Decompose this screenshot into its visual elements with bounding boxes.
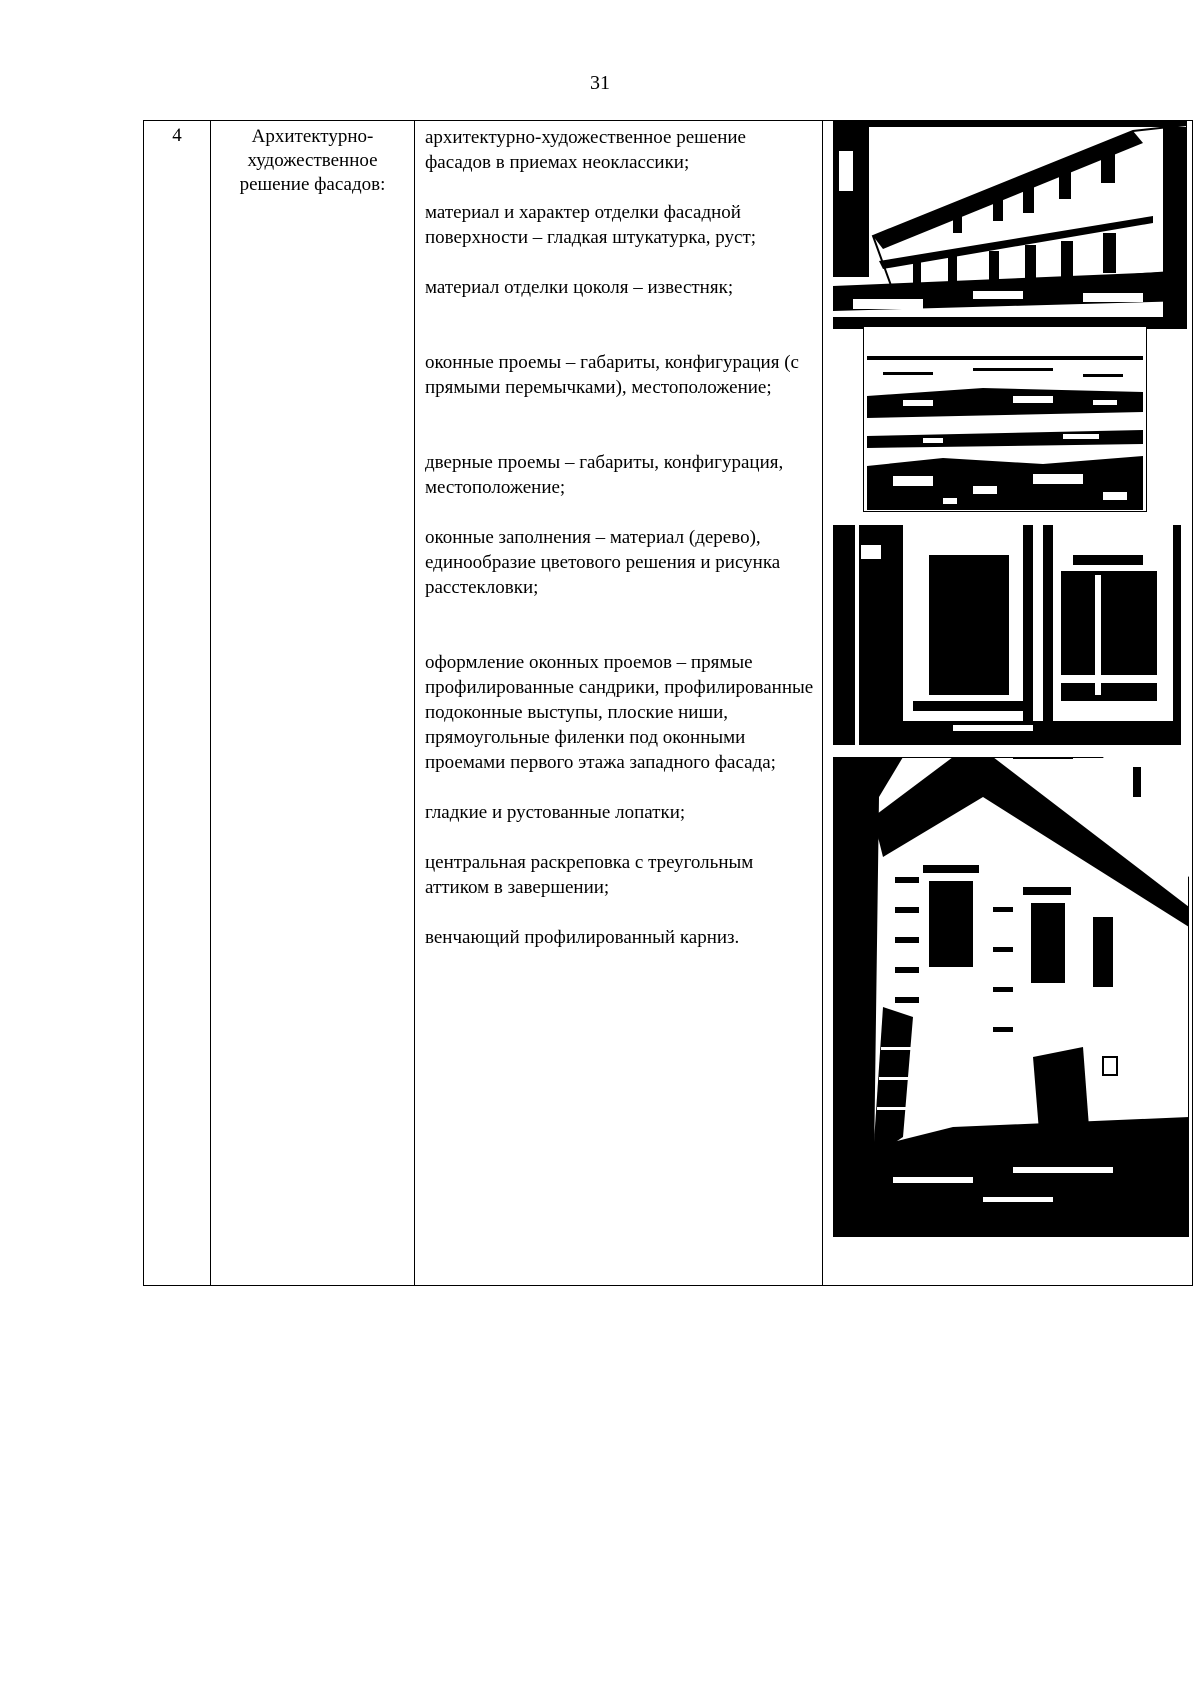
list-item: оконные проемы – габариты, конфигурация (с прямыми перемычками), местоположение; (425, 352, 799, 398)
facade-street-photo (833, 121, 1187, 329)
list-item: архитектурно-художественное решение фасадов в приемах неоклассики; (425, 127, 746, 173)
list-item: материал и характер отделки фасадной поверхности – гладкая штукатурка, руст; (425, 202, 757, 248)
feature-name-line-1: Архитектурно- (251, 126, 374, 147)
row-number: 4 (144, 121, 211, 1286)
building-corner-photo (833, 757, 1189, 1237)
window-detail-photo (833, 525, 1181, 745)
photos-cell (823, 121, 1193, 1286)
feature-name-line-2: художественное (247, 150, 378, 171)
feature-name-line-3: решение фасадов: (239, 174, 386, 195)
object-features-table (143, 120, 1193, 1286)
page-number: 31 (590, 72, 610, 94)
list-item: дверные проемы – габариты, конфигурация, местоположение; (425, 452, 784, 498)
list-item: центральная раскреповка с треугольным аттиком в завершении; (425, 852, 754, 898)
list-item: гладкие и рустованные лопатки; (425, 802, 686, 823)
list-item: венчающий профилированный карниз. (425, 927, 740, 948)
list-item: оконные заполнения – материал (дерево), единообразие цветового решения и рисунка расстекловки; (425, 527, 781, 598)
list-item: оформление оконных проемов – прямые профилированные сандрики, профилированные подоконные выступы, плоские ниши, прямоугольные филенки под оконными проемами первого этажа западного фасада; (425, 652, 814, 773)
feature-description-cell (415, 121, 823, 1286)
plinth-limestone-photo (863, 326, 1147, 512)
list-item: материал отделки цоколя – известняк; (425, 277, 734, 298)
feature-name-cell (211, 121, 415, 1286)
table-row (144, 121, 1193, 1286)
